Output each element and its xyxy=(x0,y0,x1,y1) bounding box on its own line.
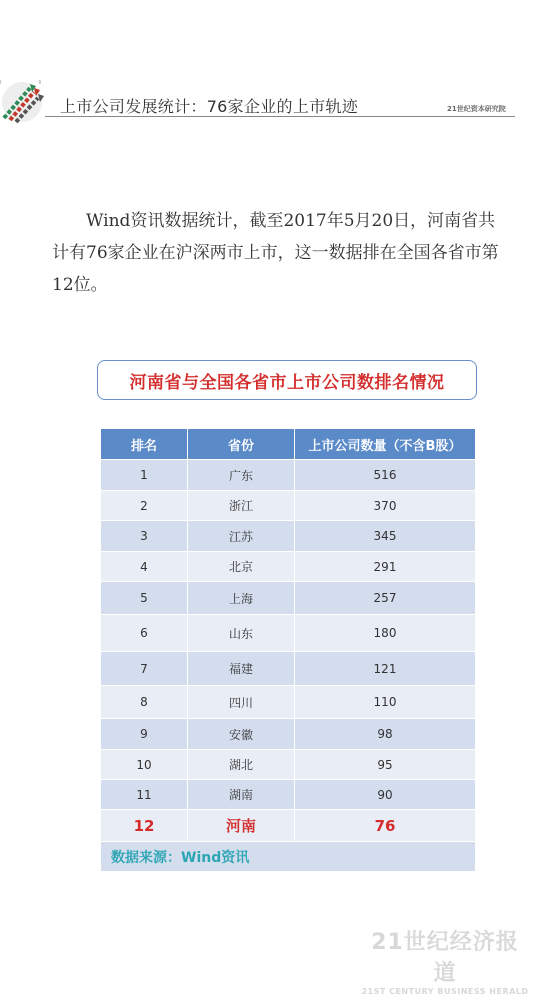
rank-cell: 11 xyxy=(101,780,188,810)
header-rank: 排名 xyxy=(101,429,188,460)
province-cell: 江苏 xyxy=(188,521,295,552)
province-cell: 安徽 xyxy=(188,719,295,750)
rank-cell: 4 xyxy=(101,552,188,582)
province-cell: 山东 xyxy=(188,615,295,652)
count-cell: 76 xyxy=(295,810,476,842)
table-header-row xyxy=(101,429,476,460)
province-cell: 湖南 xyxy=(188,780,295,810)
province-cell: 广东 xyxy=(188,460,295,491)
source-note: 数据来源：Wind资讯 xyxy=(101,842,476,872)
count-cell: 98 xyxy=(295,719,476,750)
rank-cell: 12 xyxy=(101,810,188,842)
rank-cell: 2 xyxy=(101,491,188,521)
province-cell: 四川 xyxy=(188,686,295,719)
table-caption: 河南省与全国各省市上市公司数排名情况 xyxy=(129,372,445,393)
table-row xyxy=(101,686,476,719)
intro-paragraph: Wind资讯数据统计，截至2017年5月20日，河南省共计有76家企业在沪深两市上市，这一数据排在全国各省市第12位。 xyxy=(52,211,499,295)
table-row xyxy=(101,521,476,552)
publisher-watermark xyxy=(360,925,530,996)
table-row xyxy=(101,460,476,491)
rank-cell: 1 xyxy=(101,460,188,491)
watermark-sub: 21ST CENTURY BUSINESS HERALD xyxy=(361,987,529,996)
ranking-table xyxy=(100,428,476,872)
watermark-main: 21世纪经济报道 xyxy=(371,930,519,986)
province-cell: 福建 xyxy=(188,652,295,686)
table-row xyxy=(101,582,476,615)
count-cell: 345 xyxy=(295,521,476,552)
rank-cell: 6 xyxy=(101,615,188,652)
count-cell: 110 xyxy=(295,686,476,719)
count-cell: 370 xyxy=(295,491,476,521)
count-cell: 95 xyxy=(295,750,476,780)
province-cell: 湖北 xyxy=(188,750,295,780)
table-row xyxy=(101,750,476,780)
header-brand-label: 21世纪资本研究院 xyxy=(447,105,506,113)
table-row xyxy=(101,491,476,521)
province-cell: 浙江 xyxy=(188,491,295,521)
table-row xyxy=(101,615,476,652)
count-cell: 516 xyxy=(295,460,476,491)
header-divider xyxy=(45,116,515,117)
table-row xyxy=(101,780,476,810)
count-cell: 291 xyxy=(295,552,476,582)
province-cell: 北京 xyxy=(188,552,295,582)
count-cell: 257 xyxy=(295,582,476,615)
page-header-title: 上市公司发展统计：76家企业的上市轨迹 xyxy=(60,97,359,116)
count-cell: 180 xyxy=(295,615,476,652)
table-row xyxy=(101,652,476,686)
rank-cell: 7 xyxy=(101,652,188,686)
table-caption-box xyxy=(97,360,477,400)
table-row xyxy=(101,719,476,750)
count-cell: 121 xyxy=(295,652,476,686)
growth-arrows-logo-icon xyxy=(0,80,44,124)
province-cell: 上海 xyxy=(188,582,295,615)
rank-cell: 8 xyxy=(101,686,188,719)
header-company-count: 上市公司数量（不含B股） xyxy=(295,429,476,460)
rank-cell: 10 xyxy=(101,750,188,780)
rank-cell: 3 xyxy=(101,521,188,552)
rank-cell: 9 xyxy=(101,719,188,750)
count-cell: 90 xyxy=(295,780,476,810)
table-row xyxy=(101,552,476,582)
province-cell: 河南 xyxy=(188,810,295,842)
header-province: 省份 xyxy=(188,429,295,460)
highlight-row-henan xyxy=(101,810,476,842)
rank-cell: 5 xyxy=(101,582,188,615)
source-row xyxy=(101,842,476,872)
